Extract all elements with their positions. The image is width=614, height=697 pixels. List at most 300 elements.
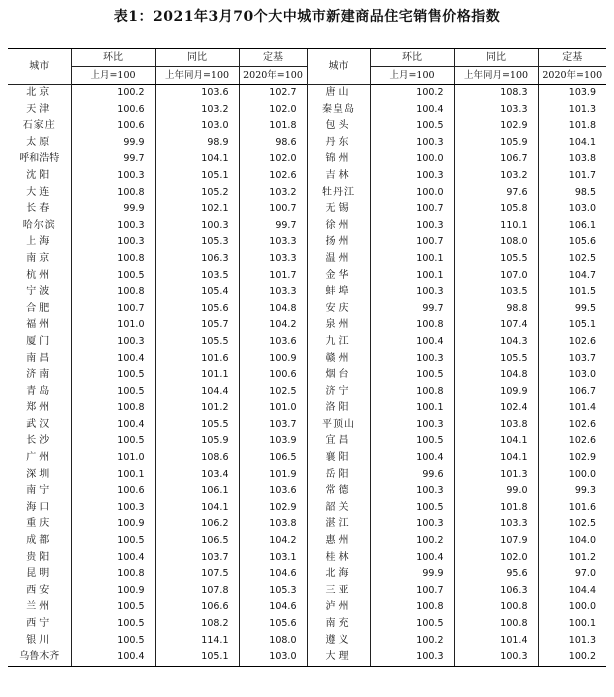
yoy-value-left: 105.6 [155, 301, 239, 318]
yoy-value-left: 103.7 [155, 550, 239, 567]
mom-value-left: 100.8 [71, 284, 155, 301]
fixed-value-left: 100.9 [239, 351, 307, 368]
mom-value-left: 100.5 [71, 367, 155, 384]
mom-value-left: 101.0 [71, 317, 155, 334]
fixed-value-left: 98.6 [239, 135, 307, 152]
fixed-value-left: 103.8 [239, 516, 307, 533]
yoy-value-left: 103.4 [155, 467, 239, 484]
yoy-value-right: 106.3 [454, 583, 538, 600]
yoy-value-right: 105.8 [454, 201, 538, 218]
fixed-value-right: 103.0 [538, 367, 606, 384]
yoy-value-left: 105.1 [155, 168, 239, 185]
fixed-value-left: 102.9 [239, 500, 307, 517]
yoy-value-left: 107.8 [155, 583, 239, 600]
header-mom-left: 环比 [71, 49, 155, 67]
city-name-right: 泸州 [307, 599, 370, 616]
city-name-right: 大理 [307, 649, 370, 666]
fixed-value-right: 103.9 [538, 85, 606, 102]
table-row [8, 649, 606, 666]
fixed-value-right: 101.6 [538, 500, 606, 517]
mom-value-right: 100.3 [370, 218, 454, 235]
city-name-left: 兰州 [26, 601, 53, 613]
city-name-right: 徐州 [307, 218, 370, 235]
header-fixed-left: 定基 [239, 49, 307, 67]
yoy-value-left: 106.2 [155, 516, 239, 533]
mom-value-left: 100.4 [71, 351, 155, 368]
table-row [8, 566, 606, 583]
table-row [8, 599, 606, 616]
table-row [8, 284, 606, 301]
mom-value-right: 100.4 [370, 102, 454, 119]
city-name-left: 乌鲁木齐 [8, 649, 71, 666]
header-mom-right: 环比 [370, 49, 454, 67]
fixed-value-left: 104.2 [239, 533, 307, 550]
yoy-value-left: 103.2 [155, 102, 239, 119]
city-name-left: 厦门 [26, 335, 53, 347]
fixed-value-right: 101.3 [538, 102, 606, 119]
city-name-left: 海口 [26, 501, 53, 513]
mom-value-left: 100.9 [71, 516, 155, 533]
fixed-value-right: 106.7 [538, 384, 606, 401]
table-row [8, 616, 606, 633]
mom-value-right: 100.4 [370, 334, 454, 351]
table-row [8, 268, 606, 285]
yoy-value-left: 104.4 [155, 384, 239, 401]
mom-value-right: 100.8 [370, 317, 454, 334]
fixed-value-right: 101.2 [538, 550, 606, 567]
fixed-value-left: 102.7 [239, 85, 307, 102]
yoy-value-right: 107.4 [454, 317, 538, 334]
mom-value-left: 100.8 [71, 566, 155, 583]
mom-value-right: 100.3 [370, 483, 454, 500]
price-index-table [8, 48, 606, 667]
mom-value-left: 100.8 [71, 251, 155, 268]
city-name-left: 西宁 [26, 618, 53, 629]
fixed-value-right: 99.3 [538, 483, 606, 500]
fixed-value-left: 103.2 [239, 185, 307, 202]
mom-value-left: 100.5 [71, 616, 155, 633]
city-name-right: 平顶山 [307, 417, 370, 434]
fixed-value-right: 101.5 [538, 284, 606, 301]
table-row [8, 516, 606, 533]
city-name-left: 重庆 [26, 518, 53, 530]
fixed-value-right: 100.2 [538, 649, 606, 666]
mom-value-left: 100.2 [71, 85, 155, 102]
yoy-value-right: 109.9 [454, 384, 538, 401]
table-row [8, 251, 606, 268]
fixed-value-left: 103.0 [239, 649, 307, 666]
fixed-value-right: 99.5 [538, 301, 606, 318]
yoy-value-right: 105.9 [454, 135, 538, 152]
city-name-right: 秦皇岛 [307, 102, 370, 119]
city-name-right: 宜昌 [307, 433, 370, 450]
mom-value-left: 100.3 [71, 168, 155, 185]
fixed-value-left: 105.3 [239, 583, 307, 600]
fixed-value-right: 103.0 [538, 201, 606, 218]
fixed-value-left: 102.0 [239, 151, 307, 168]
mom-value-left: 99.9 [71, 201, 155, 218]
mom-value-left: 100.8 [71, 400, 155, 417]
yoy-value-left: 106.1 [155, 483, 239, 500]
mom-value-right: 100.3 [370, 284, 454, 301]
city-name-left: 沈阳 [26, 169, 53, 181]
fixed-value-right: 100.0 [538, 467, 606, 484]
mom-value-left: 100.4 [71, 550, 155, 567]
yoy-value-right: 104.3 [454, 334, 538, 351]
city-name-left: 郑州 [26, 402, 53, 414]
yoy-value-left: 105.5 [155, 417, 239, 434]
fixed-value-left: 100.7 [239, 201, 307, 218]
mom-value-right: 100.3 [370, 649, 454, 666]
table-row [8, 367, 606, 384]
mom-value-right: 100.2 [370, 633, 454, 650]
city-name-right: 赣州 [307, 351, 370, 368]
fixed-value-right: 98.5 [538, 185, 606, 202]
mom-value-right: 99.9 [370, 566, 454, 583]
yoy-value-left: 104.1 [155, 500, 239, 517]
fixed-value-left: 103.1 [239, 550, 307, 567]
header-mom-base-left: 上月=100 [71, 67, 155, 85]
mom-value-left: 100.8 [71, 185, 155, 202]
fixed-value-right: 101.8 [538, 118, 606, 135]
fixed-value-left: 101.9 [239, 467, 307, 484]
city-name-left: 天津 [26, 103, 53, 115]
yoy-value-left: 102.1 [155, 201, 239, 218]
fixed-value-left: 99.7 [239, 218, 307, 235]
yoy-value-right: 103.3 [454, 516, 538, 533]
city-name-right: 蚌埠 [307, 284, 370, 301]
yoy-value-right: 105.5 [454, 251, 538, 268]
yoy-value-right: 102.0 [454, 550, 538, 567]
mom-value-right: 100.1 [370, 251, 454, 268]
yoy-value-left: 105.5 [155, 334, 239, 351]
yoy-value-right: 104.1 [454, 450, 538, 467]
yoy-value-right: 106.7 [454, 151, 538, 168]
mom-value-right: 100.5 [370, 500, 454, 517]
table-row [8, 102, 606, 119]
table-row [8, 118, 606, 135]
mom-value-left: 100.5 [71, 268, 155, 285]
city-name-right: 三亚 [307, 583, 370, 600]
mom-value-left: 100.5 [71, 633, 155, 650]
city-name-right: 济宁 [307, 384, 370, 401]
yoy-value-left: 98.9 [155, 135, 239, 152]
city-name-left: 深圳 [26, 468, 53, 480]
yoy-value-left: 105.3 [155, 234, 239, 251]
city-name-right: 九江 [307, 334, 370, 351]
city-name-right: 韶关 [307, 500, 370, 517]
yoy-value-right: 97.6 [454, 185, 538, 202]
table-row [8, 417, 606, 434]
city-name-right: 无锡 [307, 201, 370, 218]
city-name-left: 西安 [26, 584, 53, 596]
city-name-right: 洛阳 [307, 400, 370, 417]
fixed-value-left: 102.0 [239, 102, 307, 119]
mom-value-left: 100.3 [71, 234, 155, 251]
table-row [8, 583, 606, 600]
yoy-value-right: 100.8 [454, 599, 538, 616]
mom-value-right: 100.3 [370, 417, 454, 434]
city-name-left: 广州 [26, 452, 53, 464]
yoy-value-left: 114.1 [155, 633, 239, 650]
city-name-right: 泉州 [307, 317, 370, 334]
city-name-right: 岳阳 [307, 467, 370, 484]
table-row [8, 168, 606, 185]
mom-value-right: 100.3 [370, 516, 454, 533]
table-row [8, 633, 606, 650]
fixed-value-right: 100.1 [538, 616, 606, 633]
table-row [8, 301, 606, 318]
mom-value-right: 100.2 [370, 85, 454, 102]
header-fixed-base-left: 2020年=100 [239, 67, 307, 85]
mom-value-right: 100.8 [370, 384, 454, 401]
table-row [8, 85, 606, 102]
yoy-value-left: 101.6 [155, 351, 239, 368]
city-name-left: 上海 [26, 236, 53, 248]
city-name-left: 济南 [26, 369, 53, 381]
yoy-value-left: 108.6 [155, 450, 239, 467]
yoy-value-left: 106.3 [155, 251, 239, 268]
fixed-value-left: 103.6 [239, 334, 307, 351]
city-name-left: 成都 [26, 535, 53, 547]
yoy-value-right: 103.8 [454, 417, 538, 434]
yoy-value-left: 107.5 [155, 566, 239, 583]
city-name-right: 锦州 [307, 151, 370, 168]
city-name-right: 常德 [307, 483, 370, 500]
yoy-value-right: 104.8 [454, 367, 538, 384]
table-row [8, 483, 606, 500]
mom-value-left: 100.9 [71, 583, 155, 600]
mom-value-left: 100.3 [71, 218, 155, 235]
header-yoy-base-right: 上年同月=100 [454, 67, 538, 85]
table-row [8, 185, 606, 202]
city-name-left: 呼和浩特 [19, 153, 60, 165]
fixed-value-left: 108.0 [239, 633, 307, 650]
yoy-value-right: 102.4 [454, 400, 538, 417]
yoy-value-left: 105.2 [155, 185, 239, 202]
fixed-value-left: 103.9 [239, 433, 307, 450]
fixed-value-left: 103.3 [239, 234, 307, 251]
fixed-value-right: 102.5 [538, 251, 606, 268]
fixed-value-left: 105.6 [239, 616, 307, 633]
fixed-value-right: 102.6 [538, 334, 606, 351]
table-row [8, 234, 606, 251]
fixed-value-right: 105.6 [538, 234, 606, 251]
mom-value-right: 100.0 [370, 185, 454, 202]
city-name-left: 宁波 [26, 286, 53, 298]
city-name-right: 北海 [307, 566, 370, 583]
yoy-value-left: 105.1 [155, 649, 239, 666]
yoy-value-right: 103.5 [454, 284, 538, 301]
table-row [8, 135, 606, 152]
fixed-value-right: 102.9 [538, 450, 606, 467]
yoy-value-right: 107.9 [454, 533, 538, 550]
header-fixed-base-right: 2020年=100 [538, 67, 606, 85]
fixed-value-left: 102.5 [239, 384, 307, 401]
mom-value-left: 100.3 [71, 500, 155, 517]
mom-value-right: 100.4 [370, 550, 454, 567]
yoy-value-right: 101.4 [454, 633, 538, 650]
fixed-value-left: 104.6 [239, 566, 307, 583]
table-row [8, 151, 606, 168]
fixed-value-right: 101.4 [538, 400, 606, 417]
fixed-value-right: 101.3 [538, 633, 606, 650]
table-row [8, 500, 606, 517]
fixed-value-right: 102.6 [538, 417, 606, 434]
fixed-value-right: 105.1 [538, 317, 606, 334]
mom-value-left: 100.5 [71, 384, 155, 401]
fixed-value-left: 103.6 [239, 483, 307, 500]
city-name-left: 青岛 [26, 385, 53, 397]
mom-value-right: 100.5 [370, 433, 454, 450]
city-name-right: 烟台 [307, 367, 370, 384]
yoy-value-right: 101.3 [454, 467, 538, 484]
city-name-right: 安庆 [307, 301, 370, 318]
city-name-left: 南宁 [26, 485, 53, 497]
table-row [8, 467, 606, 484]
fixed-value-right: 103.7 [538, 351, 606, 368]
city-name-left: 南昌 [26, 352, 53, 364]
mom-value-left: 100.4 [71, 417, 155, 434]
city-name-right: 襄阳 [307, 450, 370, 467]
yoy-value-left: 108.2 [155, 616, 239, 633]
mom-value-left: 100.7 [71, 301, 155, 318]
fixed-value-left: 100.6 [239, 367, 307, 384]
fixed-value-left: 101.8 [239, 118, 307, 135]
header-city-right: 城市 [307, 49, 370, 85]
yoy-value-right: 100.3 [454, 649, 538, 666]
table-row [8, 433, 606, 450]
fixed-value-right: 104.4 [538, 583, 606, 600]
header-yoy-base-left: 上年同月=100 [155, 67, 239, 85]
yoy-value-left: 106.6 [155, 599, 239, 616]
fixed-value-right: 104.0 [538, 533, 606, 550]
header-city-left: 城市 [8, 49, 71, 85]
header-yoy-left: 同比 [155, 49, 239, 67]
fixed-value-left: 102.6 [239, 168, 307, 185]
yoy-value-left: 104.1 [155, 151, 239, 168]
mom-value-left: 100.1 [71, 467, 155, 484]
mom-value-right: 100.5 [370, 367, 454, 384]
fixed-value-left: 104.6 [239, 599, 307, 616]
yoy-value-right: 102.9 [454, 118, 538, 135]
yoy-value-left: 103.5 [155, 268, 239, 285]
yoy-value-left: 103.0 [155, 118, 239, 135]
mom-value-right: 100.1 [370, 268, 454, 285]
yoy-value-right: 101.8 [454, 500, 538, 517]
city-name-left: 福州 [26, 319, 53, 331]
fixed-value-left: 101.7 [239, 268, 307, 285]
fixed-value-left: 103.3 [239, 284, 307, 301]
city-name-right: 惠州 [307, 533, 370, 550]
table-row [8, 550, 606, 567]
yoy-value-left: 105.9 [155, 433, 239, 450]
city-name-right: 唐山 [307, 85, 370, 102]
mom-value-left: 100.6 [71, 102, 155, 119]
yoy-value-right: 98.8 [454, 301, 538, 318]
fixed-value-right: 102.5 [538, 516, 606, 533]
mom-value-right: 100.2 [370, 533, 454, 550]
yoy-value-right: 100.8 [454, 616, 538, 633]
fixed-value-left: 103.7 [239, 417, 307, 434]
city-name-left: 大连 [26, 186, 53, 198]
mom-value-right: 100.7 [370, 201, 454, 218]
table-row [8, 317, 606, 334]
city-name-right: 牡丹江 [307, 185, 370, 202]
city-name-left: 武汉 [26, 418, 53, 430]
table-row [8, 218, 606, 235]
fixed-value-left: 104.2 [239, 317, 307, 334]
mom-value-left: 100.5 [71, 533, 155, 550]
city-name-left: 银川 [26, 634, 53, 646]
yoy-value-right: 95.6 [454, 566, 538, 583]
mom-value-right: 100.5 [370, 118, 454, 135]
city-name-left: 昆明 [26, 568, 53, 580]
city-name-left: 哈尔滨 [22, 219, 56, 231]
mom-value-right: 100.3 [370, 168, 454, 185]
mom-value-right: 100.0 [370, 151, 454, 168]
yoy-value-left: 100.3 [155, 218, 239, 235]
city-name-right: 南充 [307, 616, 370, 633]
mom-value-right: 100.7 [370, 583, 454, 600]
fixed-value-left: 106.5 [239, 450, 307, 467]
mom-value-left: 99.9 [71, 135, 155, 152]
mom-value-right: 100.3 [370, 135, 454, 152]
mom-value-left: 100.6 [71, 483, 155, 500]
yoy-value-left: 105.4 [155, 284, 239, 301]
mom-value-right: 100.5 [370, 616, 454, 633]
city-name-left: 合肥 [26, 302, 53, 314]
city-name-right: 丹东 [307, 135, 370, 152]
city-name-left: 太原 [26, 136, 53, 148]
table-row [8, 533, 606, 550]
yoy-value-left: 101.1 [155, 367, 239, 384]
city-name-right: 遵义 [307, 633, 370, 650]
table-row [8, 334, 606, 351]
mom-value-left: 100.3 [71, 334, 155, 351]
mom-value-right: 100.7 [370, 234, 454, 251]
yoy-value-right: 104.1 [454, 433, 538, 450]
mom-value-right: 100.8 [370, 599, 454, 616]
mom-value-left: 101.0 [71, 450, 155, 467]
mom-value-right: 100.3 [370, 351, 454, 368]
yoy-value-left: 106.5 [155, 533, 239, 550]
yoy-value-right: 99.0 [454, 483, 538, 500]
fixed-value-right: 106.1 [538, 218, 606, 235]
fixed-value-right: 101.7 [538, 168, 606, 185]
mom-value-right: 100.1 [370, 400, 454, 417]
table-row [8, 450, 606, 467]
fixed-value-left: 101.0 [239, 400, 307, 417]
yoy-value-left: 105.7 [155, 317, 239, 334]
mom-value-left: 100.6 [71, 118, 155, 135]
table-row [8, 384, 606, 401]
fixed-value-right: 102.6 [538, 433, 606, 450]
header-yoy-right: 同比 [454, 49, 538, 67]
city-name-left: 南京 [26, 252, 53, 264]
mom-value-left: 99.7 [71, 151, 155, 168]
fixed-value-right: 104.1 [538, 135, 606, 152]
city-name-right: 吉林 [307, 168, 370, 185]
header-mom-base-right: 上月=100 [370, 67, 454, 85]
city-name-left: 长春 [26, 203, 53, 215]
page-title: 表1：2021年3月70个大中城市新建商品住宅销售价格指数 [113, 9, 501, 25]
mom-value-right: 99.6 [370, 467, 454, 484]
fixed-value-right: 104.7 [538, 268, 606, 285]
city-name-right: 温州 [307, 251, 370, 268]
city-name-left: 贵阳 [26, 551, 53, 563]
yoy-value-right: 108.3 [454, 85, 538, 102]
